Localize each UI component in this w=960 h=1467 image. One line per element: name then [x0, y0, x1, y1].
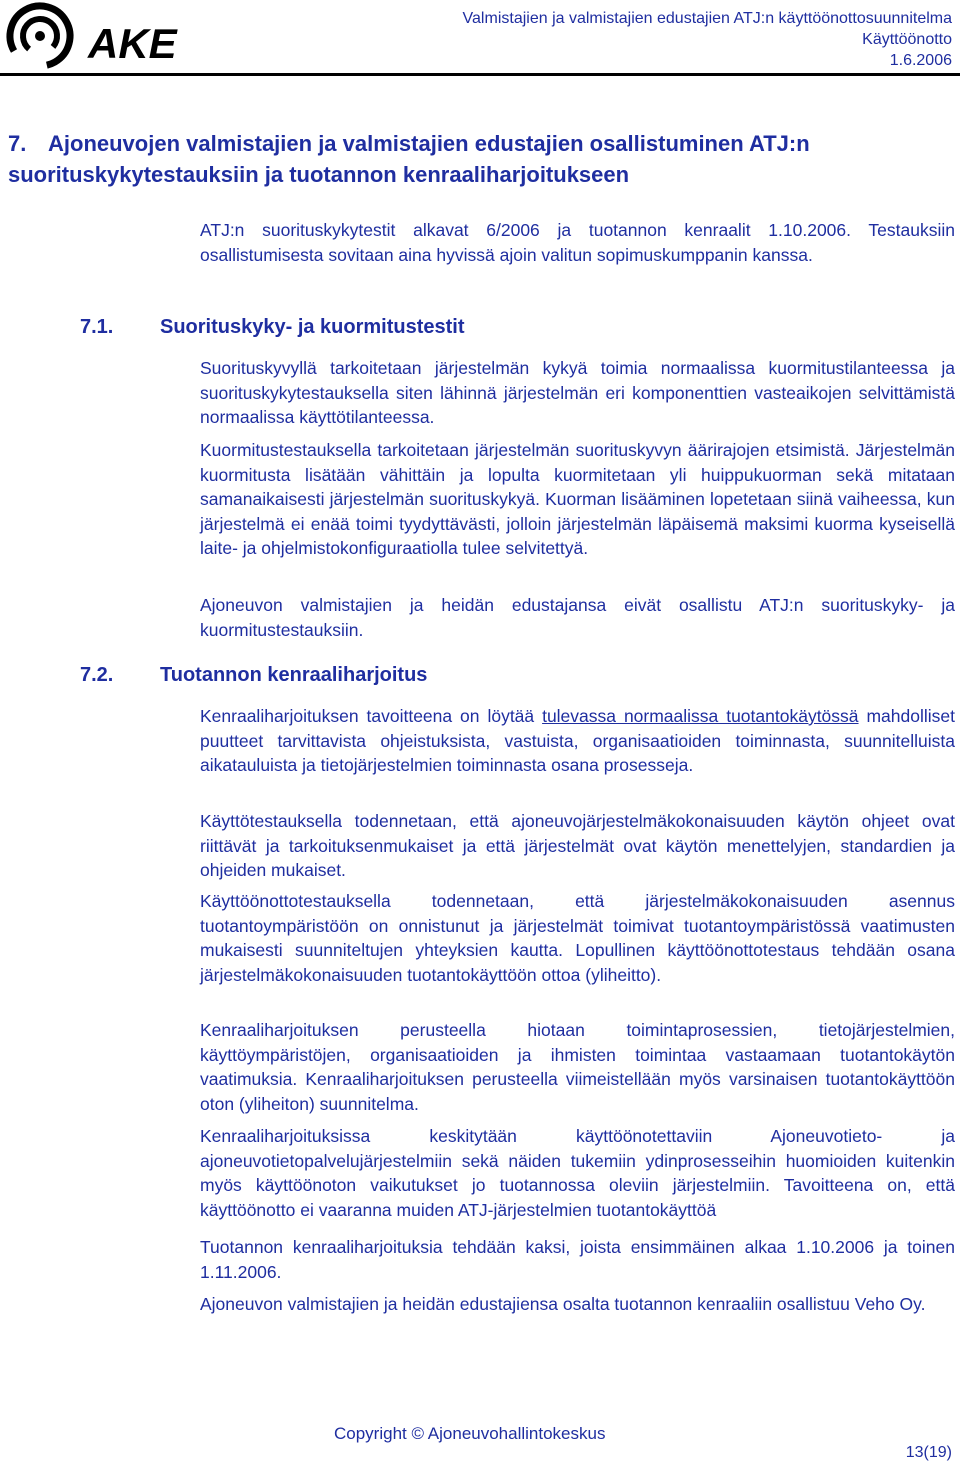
- section-7-2-heading: [80, 662, 427, 688]
- footer-copyright: Copyright © Ajoneuvohallintokeskus: [334, 1424, 606, 1443]
- paragraph: Kuormitustestauksella tarkoitetaan järjestelmän suorituskyvyn äärirajojen etsimistä. Järjestelmän kuormitusta lisätään vähittäin ja lopulta kuormitetaan yli huippukuorman sekä mitataan samanaikaisesti järjestelmän suorituskykyä. Kuorman lisääminen lopetetaan siinä vaiheessa, kun järjestelmä ei enää toimi tyydyttävästi, jolloin järjestelmän läpäisemä maksimi kuorma kyseisellä laite- ja ohjelmistokonfiguraatiolla tulee selvitettyä.: [200, 440, 955, 558]
- paragraph-text: mahdolliset puutteet tarvittavista ohjeistuksista, vastuista, organisaatioiden toiminnasta, suunnitelluista aikatauluista ja tietojärjestelmien toiminnasta osana prosesseja.: [200, 706, 955, 775]
- section-7-1-p3: [200, 593, 955, 642]
- ake-logo: [0, 0, 230, 70]
- underlined-text: tulevassa normaalissa tuotantokäytössä: [542, 706, 859, 726]
- section-7-2-p6: [200, 1235, 955, 1284]
- section-7-1-p1: [200, 356, 955, 430]
- header-subtitle: Käyttöönotto: [862, 31, 952, 48]
- paragraph: [200, 704, 955, 778]
- section-7-heading: [8, 128, 958, 190]
- ake-logo-mark: [0, 0, 230, 70]
- section-7-2-p2: [200, 809, 955, 883]
- section-7-2-p4: [200, 1018, 955, 1116]
- section-7-title-line2: suorituskykytestauksiin ja tuotannon kenraaliharjoitukseen: [8, 162, 630, 187]
- section-7-1-title: Suorituskyky- ja kuormitustestit: [160, 316, 465, 338]
- section-7-1-heading: [80, 314, 465, 340]
- paragraph: Suorituskyvyllä tarkoitetaan järjestelmän kykyä toimia normaalissa kuormitustilanteessa ja suorituskykytestauksella siten lähinnä järjestelmän eri komponenttien vasteaikojen selvittämistä normaalissa käyttötilanteessa.: [200, 358, 955, 427]
- logo-text: AKE: [88, 20, 177, 67]
- section-7-intro: [200, 218, 955, 267]
- section-7-2-p7: [200, 1292, 955, 1317]
- section-7-2-p1: [200, 704, 955, 778]
- document-header: [463, 8, 952, 71]
- header-date: 1.6.2006: [889, 52, 952, 69]
- paragraph: Käyttötestauksella todennetaan, että ajoneuvojärjestelmäkokonaisuuden käytön ohjeet ovat riittävät ja tarkoituksenmukaiset ja että järjestelmät ovat käytön menettelyjen, standardien ja ohjeiden mukaiset.: [200, 811, 955, 880]
- section-7-title-line1: Ajoneuvojen valmistajien ja valmistajien edustajien osallistuminen ATJ:n: [48, 131, 810, 156]
- paragraph: Ajoneuvon valmistajien ja heidän edustajiensa osalta tuotannon kenraaliin osallistuu Veho Oy.: [200, 1294, 926, 1314]
- section-7-number: 7.: [8, 131, 27, 156]
- section-7-2-number: 7.2.: [80, 664, 114, 686]
- header-rule: [0, 73, 960, 76]
- section-7-2-p3: [200, 889, 955, 987]
- paragraph: Ajoneuvon valmistajien ja heidän edustajansa eivät osallistu ATJ:n suorituskyky- ja kuormitustestauksiin.: [200, 595, 955, 640]
- page-number: 13(19): [905, 1444, 952, 1461]
- paragraph: Kenraaliharjoituksen perusteella hiotaan toimintaprosessien, tietojärjestelmien, käyttöympäristöjen, organisaatioiden ja ihmisten toimintaa vastaamaan tuotantokäytön vaatimuksia. Kenraaliharjoituksen perusteella viimeistellään myös varsinaisen tuotantokäyttöön oton (yliheiton) suunnitelma.: [200, 1020, 955, 1114]
- paragraph: Tuotannon kenraaliharjoituksia tehdään kaksi, joista ensimmäinen alkaa 1.10.2006 ja toinen 1.11.2006.: [200, 1237, 955, 1282]
- section-7-1-p2: [200, 438, 955, 561]
- section-7-1-number: 7.1.: [80, 316, 114, 338]
- paragraph: Kenraaliharjoituksissa keskitytään käyttöönotettaviin Ajoneuvotieto- ja ajoneuvotietopalvelujärjestelmiin sekä näiden tukemiin ydinprosesseihin huomioiden kuitenkin myös käyttöönoton vaikutukset jo tuotannossa oleviin järjestelmiin. Tavoitteena on, että käyttöönotto ei vaaranna muiden ATJ-järjestelmien tuotantokäyttöä: [200, 1126, 955, 1220]
- paragraph: ATJ:n suorituskykytestit alkavat 6/2006 ja tuotannon kenraalit 1.10.2006. Testauksiin osallistumisesta sovitaan aina hyvissä ajoin valitun sopimuskumppanin kanssa.: [200, 220, 955, 265]
- section-7-2-p5: [200, 1124, 955, 1222]
- paragraph: Käyttöönottotestauksella todennetaan, että järjestelmäkokonaisuuden asennus tuotantoympäristöön on onnistunut ja järjestelmät toimivat tuotantoympäristössä vaatimusten mukaisesti suunniteltujen yhteyksien kautta. Lopullinen käyttöönottotestaus tehdään osana järjestelmäkokonaisuuden tuotantokäyttöön ottoa (yliheitto).: [200, 891, 955, 985]
- paragraph-text: Kenraaliharjoituksen tavoitteena on löytää: [200, 706, 543, 726]
- header-title: Valmistajien ja valmistajien edustajien ATJ:n käyttöönottosuunnitelma: [462, 10, 952, 27]
- section-7-2-title: Tuotannon kenraaliharjoitus: [160, 664, 428, 686]
